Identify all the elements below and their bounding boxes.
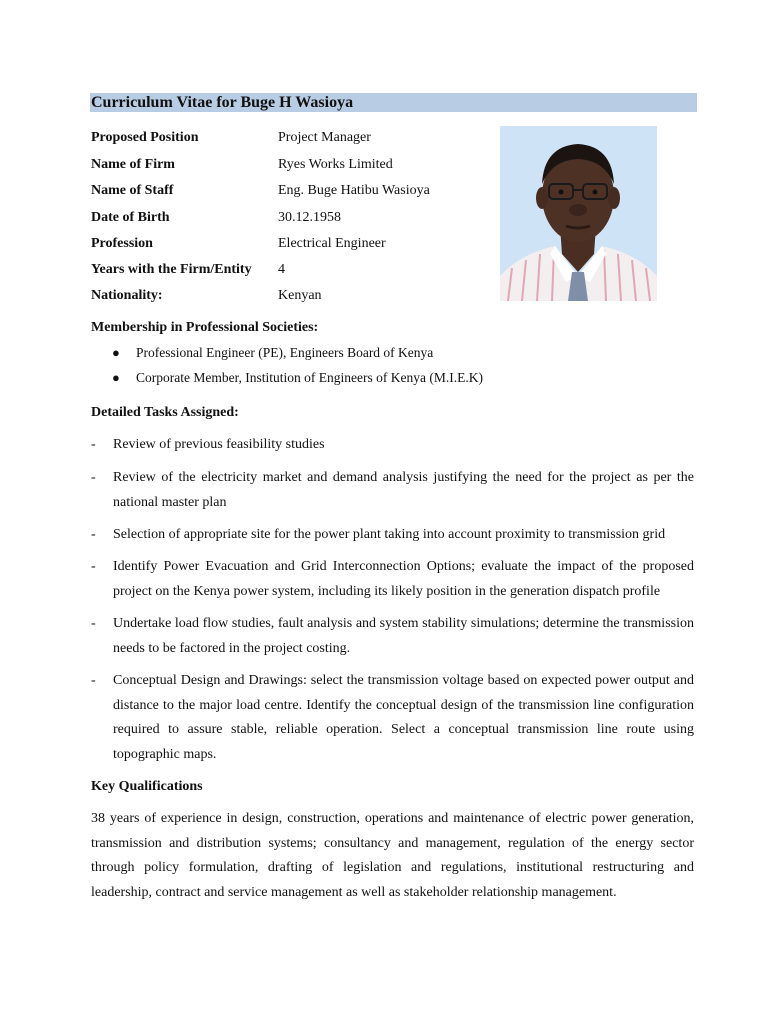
- cv-title: Curriculum Vitae for Buge H Wasioya: [91, 94, 354, 111]
- dash-marker: -: [91, 437, 96, 452]
- info-value: 30.12.1958: [278, 210, 341, 225]
- membership-item-text: Corporate Member, Institution of Engineers of Kenya (M.I.E.K): [136, 370, 483, 385]
- qualifications-text: 38 years of experience in design, construction, operations and maintenance of electric power generation, transmission and distribution systems; consultancy and management, regulation of the energy sector through policy formulation, drafting of legislation and regulations, institutional restructuring and leadership, contract and service management as well as stakeholder relationship management.: [91, 811, 694, 900]
- info-label: Name of Staff: [91, 183, 174, 198]
- info-value: Ryes Works Limited: [278, 157, 393, 172]
- task-text: Conceptual Design and Drawings: select the transmission voltage based on expected power output and distance to the major load centre. Identify the conceptual design of the transmission line configuration required to assure stable, reliable operation. Select a conceptual transmission line route using topographic maps.: [113, 673, 694, 762]
- staff-photo: [500, 126, 657, 301]
- info-value: Electrical Engineer: [278, 236, 386, 251]
- info-label: Profession: [91, 236, 153, 251]
- qualifications-heading: Key Qualifications: [91, 779, 203, 794]
- info-label: Date of Birth: [91, 210, 170, 225]
- info-value: 4: [278, 262, 285, 277]
- info-label: Nationality:: [91, 288, 163, 303]
- info-value: Kenyan: [278, 288, 322, 303]
- dash-marker: -: [91, 527, 96, 542]
- dash-marker: -: [91, 616, 96, 631]
- dash-marker: -: [91, 673, 96, 688]
- info-value: Eng. Buge Hatibu Wasioya: [278, 183, 430, 198]
- info-label: Years with the Firm/Entity: [91, 262, 252, 277]
- dash-marker: -: [91, 470, 96, 485]
- task-text: Undertake load flow studies, fault analysis and system stability simulations; determine the transmission needs to be factored in the project costing.: [113, 616, 694, 656]
- tasks-heading: Detailed Tasks Assigned:: [91, 405, 239, 420]
- task-text: Review of the electricity market and demand analysis justifying the need for the project as per the national master plan: [113, 470, 694, 510]
- task-text: Selection of appropriate site for the power plant taking into account proximity to transmission grid: [113, 527, 666, 542]
- info-value: Project Manager: [278, 130, 371, 145]
- task-text: Review of previous feasibility studies: [113, 437, 325, 452]
- bullet-icon: ●: [112, 370, 120, 385]
- info-label: Name of Firm: [91, 157, 175, 172]
- info-label: Proposed Position: [91, 130, 199, 145]
- task-text: Identify Power Evacuation and Grid Interconnection Options; evaluate the impact of the proposed project on the Kenya power system, including its likely position in the generation dispatch profile: [113, 559, 694, 599]
- bullet-icon: ●: [112, 345, 120, 360]
- membership-item-text: Professional Engineer (PE), Engineers Board of Kenya: [136, 345, 434, 360]
- portrait-image: [500, 126, 657, 301]
- membership-heading: Membership in Professional Societies:: [91, 320, 319, 335]
- dash-marker: -: [91, 559, 96, 574]
